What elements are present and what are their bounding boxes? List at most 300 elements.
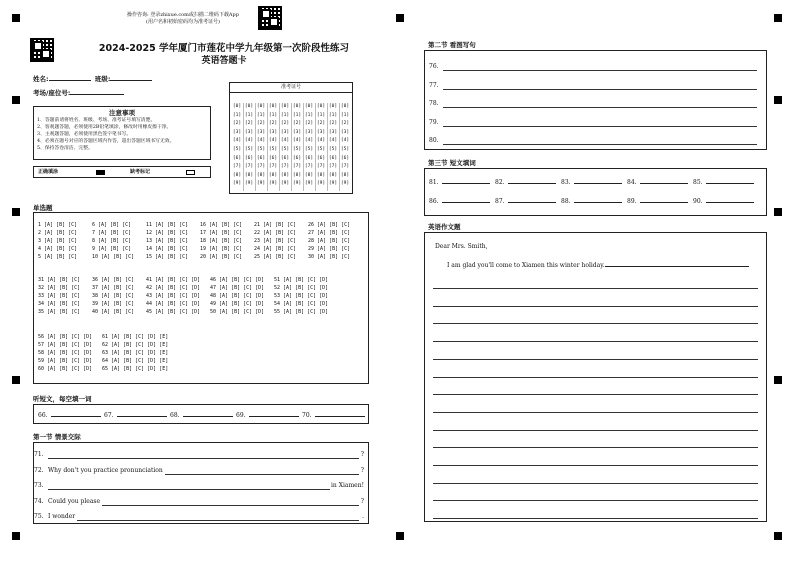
essay-line[interactable] xyxy=(433,288,758,289)
exam-id-digit-bubble[interactable]: [3] xyxy=(340,129,350,135)
picture-sentence-number: 79. xyxy=(429,118,439,126)
dialogue-end: in Xiamen! xyxy=(331,482,364,489)
exam-id-digit-bubble[interactable]: [1] xyxy=(256,112,266,118)
mcq-question-row[interactable]: 30 [A] [B] [C] xyxy=(308,254,351,260)
exam-id-digit-bubble[interactable]: [7] xyxy=(280,164,290,170)
exam-id-digit-bubble[interactable]: [6] xyxy=(316,155,326,161)
sheet-qr-code xyxy=(30,38,54,62)
essay-line[interactable] xyxy=(433,447,758,448)
help-notice-line2: (用户名和初始密码均为准考证号) xyxy=(146,19,220,25)
exam-id-digit-bubble[interactable]: [6] xyxy=(304,155,314,161)
exam-id-digit-bubble[interactable]: [6] xyxy=(292,155,302,161)
cloze-line[interactable] xyxy=(706,202,754,203)
picture-sentence-line[interactable] xyxy=(425,63,765,72)
picture-sentence-number: 76. xyxy=(429,63,439,70)
picture-sentence-number: 80. xyxy=(429,137,439,144)
essay-line[interactable] xyxy=(433,323,758,324)
exam-id-digit-bubble[interactable]: [7] xyxy=(328,164,338,170)
mcq-question-row[interactable]: 59 [A] [B] [C] [D] xyxy=(38,358,93,364)
exam-id-digit-bubble[interactable]: [2] xyxy=(244,121,254,127)
dialogue-answer-line[interactable] xyxy=(34,451,368,459)
essay-line[interactable] xyxy=(433,412,758,413)
dialogue-answer-line[interactable] xyxy=(34,513,368,521)
exam-id-digit-bubble[interactable]: [2] xyxy=(268,121,278,127)
exam-id-digit-bubble[interactable]: [1] xyxy=(244,112,254,118)
exam-id-digit-bubble[interactable]: [9] xyxy=(340,181,350,187)
exam-id-column-divider xyxy=(315,103,316,191)
mcq-question-row[interactable]: 43 [A] [B] [C] [D] xyxy=(146,293,201,299)
exam-id-label: 准考证号 xyxy=(230,84,352,93)
mcq-question-row[interactable]: 63 [A] [B] [C] [D] [E] xyxy=(102,350,169,356)
listening-fill-blank[interactable] xyxy=(302,412,365,419)
dialogue-prompt: Could you please xyxy=(48,497,101,505)
dialogue-answer-line[interactable] xyxy=(34,482,368,490)
exam-id-column-divider xyxy=(303,103,304,191)
exam-id-digit-bubble[interactable]: [6] xyxy=(340,155,350,161)
exam-id-digit-bubble[interactable]: [5] xyxy=(340,147,350,152)
cloze-line[interactable] xyxy=(574,183,622,184)
cloze-line[interactable] xyxy=(574,202,622,203)
mcq-question-row[interactable]: 12 [A] [B] [C] xyxy=(146,230,189,236)
exam-id-digit-bubble[interactable]: [5] xyxy=(304,147,314,152)
exam-id-digit-bubble[interactable]: [4] xyxy=(244,138,254,144)
exam-id-digit-bubble[interactable]: [8] xyxy=(232,172,242,178)
exam-id-digit-bubble[interactable]: [5] xyxy=(232,147,242,152)
exam-id-digit-bubble[interactable]: [2] xyxy=(256,121,266,127)
mcq-question-row[interactable]: 36 [A] [B] [C] xyxy=(92,277,135,283)
essay-greeting: Dear Mrs. Smith, xyxy=(435,243,488,250)
exam-id-digit-bubble[interactable]: [2] xyxy=(316,121,326,127)
mcq-question-row[interactable]: 60 [A] [B] [C] [D] xyxy=(38,366,93,372)
dialogue-number: 73. xyxy=(34,482,44,489)
picture-sentence-line[interactable] xyxy=(425,100,765,109)
mcq-question-row[interactable]: 15 [A] [B] [C] xyxy=(146,254,189,260)
exam-id-digit-bubble[interactable]: [8] xyxy=(256,172,266,178)
page-title: 2024-2025 学年厦门市莲花中学九年级第一次阶段性练习 xyxy=(98,43,350,54)
exam-id-column-divider xyxy=(327,103,328,191)
mcq-question-row[interactable]: 16 [A] [B] [C] xyxy=(200,222,243,228)
notes-item: 1、答题前请将姓名、班级、考场、准考证号填写清楚。 xyxy=(37,118,156,123)
exam-id-column-divider xyxy=(291,103,292,191)
exam-id-digit-bubble[interactable]: [8] xyxy=(328,172,338,178)
mcq-question-row[interactable]: 46 [A] [B] [C] [D] xyxy=(210,277,265,283)
mcq-question-row[interactable]: 9 [A] [B] [C] xyxy=(92,246,132,252)
mcq-question-row[interactable]: 55 [A] [B] [C] [D] xyxy=(274,309,329,315)
timing-mark xyxy=(774,376,782,384)
exam-id-digit-bubble[interactable]: [8] xyxy=(244,172,254,178)
cloze-line[interactable] xyxy=(706,183,754,184)
exam-id-digit-bubble[interactable]: [5] xyxy=(316,147,326,152)
picture-sentence-number: 77. xyxy=(429,81,439,89)
mcq-question-row[interactable]: 65 [A] [B] [C] [D] [E] xyxy=(102,366,169,372)
essay-line[interactable] xyxy=(433,394,758,395)
cloze-number: 85. xyxy=(693,179,703,186)
dialogue-write-line[interactable] xyxy=(102,505,359,506)
notes-item: 3、主观题答题，必须使用黑色签字笔书写。 xyxy=(37,132,132,137)
dialogue-write-line[interactable] xyxy=(48,458,359,459)
exam-id-digit-bubble[interactable]: [3] xyxy=(292,129,302,135)
mcq-question-row[interactable]: 14 [A] [B] [C] xyxy=(146,246,189,252)
mcq-question-row[interactable]: 4 [A] [B] [C] xyxy=(38,246,78,252)
cloze-line[interactable] xyxy=(442,183,490,184)
essay-line[interactable] xyxy=(433,483,758,484)
mcq-question-row[interactable]: 50 [A] [B] [C] [D] xyxy=(210,309,265,315)
listening-fill-line[interactable] xyxy=(315,416,365,417)
mcq-question-row[interactable]: 39 [A] [B] [C] xyxy=(92,301,135,307)
mcq-question-row[interactable]: 38 [A] [B] [C] xyxy=(92,293,135,299)
exam-id-digit-bubble[interactable]: [7] xyxy=(340,164,350,170)
mcq-question-row[interactable]: 48 [A] [B] [C] [D] xyxy=(210,293,265,299)
cloze-blank[interactable] xyxy=(693,198,754,205)
cloze-blank[interactable] xyxy=(627,179,688,186)
exam-id-digit-bubble[interactable]: [8] xyxy=(304,172,314,178)
exam-id-digit-bubble[interactable]: [6] xyxy=(280,155,290,161)
mcq-box xyxy=(33,212,369,384)
exam-id-digit-bubble[interactable]: [5] xyxy=(292,147,302,152)
exam-id-grid[interactable] xyxy=(232,103,352,193)
mcq-question-row[interactable]: 33 [A] [B] [C] xyxy=(38,293,81,299)
mcq-question-row[interactable]: 54 [A] [B] [C] [D] xyxy=(274,301,329,307)
mcq-question-row[interactable]: 25 [A] [B] [C] xyxy=(254,254,297,260)
cloze-line[interactable] xyxy=(442,202,490,203)
notes-item: 5、保持答卷清洁、完整。 xyxy=(37,146,93,151)
mcq-question-row[interactable]: 32 [A] [B] [C] xyxy=(38,285,81,291)
exam-id-digit-bubble[interactable]: [6] xyxy=(256,155,266,161)
dialogue-number: 75. xyxy=(34,513,44,520)
exam-id-digit-bubble[interactable]: [6] xyxy=(328,155,338,161)
picture-sentence-write-line[interactable] xyxy=(443,126,757,127)
exam-id-digit-bubble[interactable]: [2] xyxy=(232,121,242,127)
mcq-question-row[interactable]: 58 [A] [B] [C] [D] xyxy=(38,350,93,356)
exam-id-digit-bubble[interactable]: [6] xyxy=(244,155,254,161)
exam-id-digit-bubble[interactable]: [3] xyxy=(316,129,326,135)
mcq-question-row[interactable]: 57 [A] [B] [C] [D] xyxy=(38,342,93,348)
picture-sentence-write-line[interactable] xyxy=(443,107,757,108)
listening-fill-blank[interactable] xyxy=(38,412,101,419)
mcq-question-row[interactable]: 21 [A] [B] [C] xyxy=(254,222,297,228)
exam-id-digit-bubble[interactable]: [1] xyxy=(304,112,314,118)
exam-id-digit-bubble[interactable]: [3] xyxy=(232,129,242,135)
exam-id-digit-bubble[interactable]: [4] xyxy=(280,138,290,144)
exam-id-digit-bubble[interactable]: [1] xyxy=(280,112,290,118)
exam-id-digit-bubble[interactable]: [1] xyxy=(292,112,302,118)
exam-id-digit-bubble[interactable]: [9] xyxy=(268,181,278,187)
listening-fill-blank[interactable] xyxy=(104,412,167,419)
picture-sentence-write-line[interactable] xyxy=(443,144,757,145)
listening-fill-number: 70. xyxy=(302,412,312,419)
timing-mark xyxy=(774,14,782,22)
mcq-question-row[interactable]: 64 [A] [B] [C] [D] [E] xyxy=(102,358,169,364)
listening-fill-number: 69. xyxy=(236,412,246,419)
mcq-question-row[interactable]: 31 [A] [B] [C] xyxy=(38,277,81,283)
mcq-question-row[interactable]: 35 [A] [B] [C] xyxy=(38,309,81,315)
exam-id-digit-bubble[interactable]: [2] xyxy=(304,121,314,127)
exam-id-digit-bubble[interactable]: [7] xyxy=(232,164,242,170)
page-subtitle: 英语答题卡 xyxy=(201,56,247,66)
essay-line[interactable] xyxy=(433,306,758,307)
section2-box xyxy=(424,50,767,150)
mcq-question-row[interactable]: 5 [A] [B] [C] xyxy=(38,254,78,260)
timing-mark xyxy=(12,96,20,104)
section2-label: 第二节 看图写句 xyxy=(428,41,476,49)
cloze-blank[interactable] xyxy=(627,198,688,205)
essay-line[interactable] xyxy=(433,518,758,519)
exam-id-digit-bubble[interactable]: [8] xyxy=(340,172,350,178)
cloze-blank[interactable] xyxy=(495,179,556,186)
correct-fill-sample xyxy=(96,170,105,175)
mcq-question-row[interactable]: 1 [A] [B] [C] xyxy=(38,222,78,228)
mcq-question-row[interactable]: 19 [A] [B] [C] xyxy=(200,246,243,252)
exam-id-digit-bubble[interactable]: [1] xyxy=(340,112,350,118)
exam-id-digit-bubble[interactable]: [0] xyxy=(304,104,314,109)
exam-id-digit-bubble[interactable]: [5] xyxy=(256,147,266,152)
listening-fill-line[interactable] xyxy=(183,416,233,417)
help-notice xyxy=(113,12,253,26)
mcq-question-row[interactable]: 47 [A] [B] [C] [D] xyxy=(210,285,265,291)
exam-id-digit-bubble[interactable]: [2] xyxy=(292,121,302,127)
section1-label: 第一节 情景交际 xyxy=(33,433,81,441)
exam-id-digit-bubble[interactable]: [0] xyxy=(340,104,350,109)
mcq-question-row[interactable]: 27 [A] [B] [C] xyxy=(308,230,351,236)
exam-id-column-divider xyxy=(267,103,268,191)
exam-id-digit-bubble[interactable]: [4] xyxy=(304,138,314,144)
mcq-label: 单选题 xyxy=(33,204,53,212)
mcq-question-row[interactable]: 24 [A] [B] [C] xyxy=(254,246,297,252)
cloze-line[interactable] xyxy=(640,183,688,184)
exam-id-digit-bubble[interactable]: [9] xyxy=(328,181,338,187)
exam-id-digit-bubble[interactable]: [2] xyxy=(328,121,338,127)
help-notice-line1: 操作咨询: 登录zhixue.com或扫描二维码下载App xyxy=(127,12,239,18)
cloze-number: 88. xyxy=(561,198,571,205)
exam-id-digit-bubble[interactable]: [0] xyxy=(256,104,266,109)
essay-line[interactable] xyxy=(433,500,758,501)
listening-fill-label: 听短文，每空填一词 xyxy=(33,395,92,403)
mcq-question-row[interactable]: 34 [A] [B] [C] xyxy=(38,301,81,307)
mcq-question-row[interactable]: 42 [A] [B] [C] [D] xyxy=(146,285,201,291)
listening-fill-line[interactable] xyxy=(117,416,167,417)
mcq-question-row[interactable]: 13 [A] [B] [C] xyxy=(146,238,189,244)
exam-id-digit-bubble[interactable]: [4] xyxy=(256,138,266,144)
mcq-question-row[interactable]: 44 [A] [B] [C] [D] xyxy=(146,301,201,307)
mcq-question-row[interactable]: 62 [A] [B] [C] [D] [E] xyxy=(102,342,169,348)
exam-id-digit-bubble[interactable]: [0] xyxy=(328,104,338,109)
listening-fill-number: 67. xyxy=(104,412,114,419)
cloze-blank[interactable] xyxy=(561,198,622,205)
dialogue-answer-line[interactable] xyxy=(34,498,368,506)
mcq-column xyxy=(38,276,80,316)
picture-sentence-line[interactable] xyxy=(425,119,765,128)
mcq-column xyxy=(274,276,328,316)
exam-id-digit-bubble[interactable]: [6] xyxy=(232,155,242,161)
seat-field[interactable] xyxy=(33,88,124,97)
timing-mark xyxy=(12,14,20,22)
exam-id-digit-bubble[interactable]: [2] xyxy=(280,121,290,127)
exam-id-digit-bubble[interactable]: [4] xyxy=(328,138,338,144)
dialogue-end: ? xyxy=(360,466,364,474)
cloze-blank[interactable] xyxy=(429,198,490,205)
cloze-number: 81. xyxy=(429,179,439,186)
dialogue-end: ? xyxy=(360,451,364,458)
cloze-blank[interactable] xyxy=(693,179,754,186)
mcq-question-row[interactable]: 49 [A] [B] [C] [D] xyxy=(210,301,265,307)
exam-id-digit-bubble[interactable]: [8] xyxy=(280,172,290,178)
cloze-line[interactable] xyxy=(508,183,556,184)
listening-fill-number: 66. xyxy=(38,412,48,419)
fill-legend-box xyxy=(33,166,211,178)
mcq-column xyxy=(200,221,242,261)
exam-id-digit-bubble[interactable]: [1] xyxy=(316,112,326,118)
exam-id-digit-bubble[interactable]: [5] xyxy=(244,147,254,152)
dialogue-write-line[interactable] xyxy=(48,489,330,490)
exam-id-digit-bubble[interactable]: [0] xyxy=(280,104,290,109)
cloze-line[interactable] xyxy=(508,202,556,203)
mcq-question-row[interactable]: 3 [A] [B] [C] xyxy=(38,238,78,244)
exam-id-digit-bubble[interactable]: [7] xyxy=(316,164,326,170)
mcq-question-row[interactable]: 51 [A] [B] [C] [D] xyxy=(274,277,329,283)
essay-label: 英语作文题 xyxy=(428,223,461,231)
exam-id-digit-bubble[interactable]: [4] xyxy=(232,138,242,144)
mcq-question-row[interactable]: 7 [A] [B] [C] xyxy=(92,230,132,236)
exam-id-digit-bubble[interactable]: [7] xyxy=(304,164,314,170)
dialogue-answer-line[interactable] xyxy=(34,467,368,475)
dialogue-write-line[interactable] xyxy=(77,520,359,521)
mcq-question-row[interactable]: 41 [A] [B] [C] [D] xyxy=(146,277,201,283)
cloze-blank[interactable] xyxy=(495,198,556,205)
exam-id-digit-bubble[interactable]: [9] xyxy=(256,181,266,187)
mcq-question-row[interactable]: 2 [A] [B] [C] xyxy=(38,230,78,236)
name-field[interactable] xyxy=(33,74,152,83)
exam-id-digit-bubble[interactable]: [5] xyxy=(268,147,278,152)
exam-id-digit-bubble[interactable]: [5] xyxy=(328,147,338,152)
mcq-question-row[interactable]: 18 [A] [B] [C] xyxy=(200,238,243,244)
exam-id-digit-bubble[interactable]: [3] xyxy=(304,129,314,135)
mcq-question-row[interactable]: 23 [A] [B] [C] xyxy=(254,238,297,244)
exam-id-digit-bubble[interactable]: [5] xyxy=(280,147,290,152)
exam-id-digit-bubble[interactable]: [3] xyxy=(280,129,290,135)
exam-id-digit-bubble[interactable]: [8] xyxy=(316,172,326,178)
seat-label: 考场/座位号: xyxy=(33,89,71,97)
mcq-question-row[interactable]: 28 [A] [B] [C] xyxy=(308,238,351,244)
exam-id-digit-bubble[interactable]: [3] xyxy=(268,129,278,135)
essay-line[interactable] xyxy=(433,359,758,360)
cloze-number: 86. xyxy=(429,198,439,205)
picture-sentence-write-line[interactable] xyxy=(443,89,757,90)
picture-sentence-number: 78. xyxy=(429,100,439,107)
mcq-question-row[interactable]: 26 [A] [B] [C] xyxy=(308,222,351,228)
exam-id-digit-bubble[interactable]: [9] xyxy=(292,181,302,187)
exam-id-digit-bubble[interactable]: [7] xyxy=(244,164,254,170)
exam-id-digit-bubble[interactable]: [4] xyxy=(268,138,278,144)
exam-id-digit-bubble[interactable]: [1] xyxy=(268,112,278,118)
absent-mark-label: 缺考标记 xyxy=(130,169,151,175)
listening-fill-line[interactable] xyxy=(249,416,299,417)
exam-id-digit-bubble[interactable]: [9] xyxy=(232,181,242,187)
mcq-column xyxy=(92,221,134,261)
exam-id-box[interactable] xyxy=(229,82,353,194)
mcq-column xyxy=(210,276,264,316)
mcq-question-row[interactable]: 20 [A] [B] [C] xyxy=(200,254,243,260)
exam-id-digit-bubble[interactable]: [3] xyxy=(244,129,254,135)
exam-id-digit-bubble[interactable]: [8] xyxy=(268,172,278,178)
mcq-question-row[interactable]: 52 [A] [B] [C] [D] xyxy=(274,285,329,291)
essay-line[interactable] xyxy=(433,430,758,431)
essay-line[interactable] xyxy=(433,341,758,342)
essay-box[interactable] xyxy=(424,232,767,522)
exam-id-column-divider xyxy=(279,103,280,191)
exam-id-digit-bubble[interactable]: [7] xyxy=(292,164,302,170)
mcq-question-row[interactable]: 10 [A] [B] [C] xyxy=(92,254,135,260)
listening-fill-blank[interactable] xyxy=(236,412,299,419)
dialogue-prompt: I wonder xyxy=(48,513,76,520)
mcq-question-row[interactable]: 17 [A] [B] [C] xyxy=(200,230,243,236)
picture-sentence-line[interactable] xyxy=(425,82,765,91)
mcq-question-row[interactable]: 11 [A] [B] [C] xyxy=(146,222,189,228)
mcq-question-row[interactable]: 8 [A] [B] [C] xyxy=(92,238,132,244)
essay-line[interactable] xyxy=(433,465,758,466)
exam-id-column-divider xyxy=(339,103,340,191)
exam-id-digit-bubble[interactable]: [0] xyxy=(232,104,242,109)
exam-id-digit-bubble[interactable]: [9] xyxy=(316,181,326,187)
exam-id-digit-bubble[interactable]: [3] xyxy=(256,129,266,135)
picture-sentence-line[interactable] xyxy=(425,137,765,146)
mcq-question-row[interactable]: 61 [A] [B] [C] [D] [E] xyxy=(102,334,169,340)
exam-id-digit-bubble[interactable]: [7] xyxy=(268,164,278,170)
exam-id-digit-bubble[interactable]: [0] xyxy=(292,104,302,109)
picture-sentence-write-line[interactable] xyxy=(443,70,757,71)
listening-fill-line[interactable] xyxy=(51,416,101,417)
listening-fill-blank[interactable] xyxy=(170,412,233,419)
dialogue-end: . xyxy=(362,513,364,520)
exam-id-digit-bubble[interactable]: [8] xyxy=(292,172,302,178)
mcq-question-row[interactable]: 53 [A] [B] [C] [D] xyxy=(274,293,329,299)
exam-id-digit-bubble[interactable]: [1] xyxy=(232,112,242,118)
mcq-question-row[interactable]: 40 [A] [B] [C] xyxy=(92,309,135,315)
mcq-question-row[interactable]: 56 [A] [B] [C] [D] xyxy=(38,334,93,340)
exam-id-digit-bubble[interactable]: [9] xyxy=(280,181,290,187)
exam-id-digit-bubble[interactable]: [0] xyxy=(268,104,278,109)
exam-id-digit-bubble[interactable]: [9] xyxy=(304,181,314,187)
essay-line[interactable] xyxy=(433,377,758,378)
exam-id-digit-bubble[interactable]: [4] xyxy=(316,138,326,144)
exam-id-digit-bubble[interactable]: [6] xyxy=(268,155,278,161)
exam-id-digit-bubble[interactable]: [4] xyxy=(292,138,302,144)
mcq-question-row[interactable]: 6 [A] [B] [C] xyxy=(92,222,132,228)
exam-id-digit-bubble[interactable]: [2] xyxy=(340,121,350,127)
cloze-line[interactable] xyxy=(640,202,688,203)
absent-mark-box[interactable] xyxy=(186,170,195,175)
exam-id-digit-bubble[interactable]: [3] xyxy=(328,129,338,135)
mcq-question-row[interactable]: 45 [A] [B] [C] [D] xyxy=(146,309,201,315)
mcq-column xyxy=(38,333,92,373)
cloze-blank[interactable] xyxy=(429,179,490,186)
cloze-blank[interactable] xyxy=(561,179,622,186)
app-qr-code xyxy=(258,6,282,30)
mcq-question-row[interactable]: 37 [A] [B] [C] xyxy=(92,285,135,291)
exam-id-digit-bubble[interactable]: [1] xyxy=(328,112,338,118)
timing-mark xyxy=(774,208,782,216)
dialogue-write-line[interactable] xyxy=(165,474,359,475)
exam-id-digit-bubble[interactable]: [4] xyxy=(340,138,350,144)
exam-id-digit-bubble[interactable]: [7] xyxy=(256,164,266,170)
exam-id-digit-bubble[interactable]: [9] xyxy=(244,181,254,187)
mcq-column xyxy=(146,276,200,316)
timing-mark xyxy=(396,532,404,540)
dialogue-number: 71. xyxy=(34,451,44,458)
mcq-question-row[interactable]: 29 [A] [B] [C] xyxy=(308,246,351,252)
exam-id-digit-bubble[interactable]: [0] xyxy=(244,104,254,109)
exam-id-digit-bubble[interactable]: [0] xyxy=(316,104,326,109)
mcq-question-row[interactable]: 22 [A] [B] [C] xyxy=(254,230,297,236)
